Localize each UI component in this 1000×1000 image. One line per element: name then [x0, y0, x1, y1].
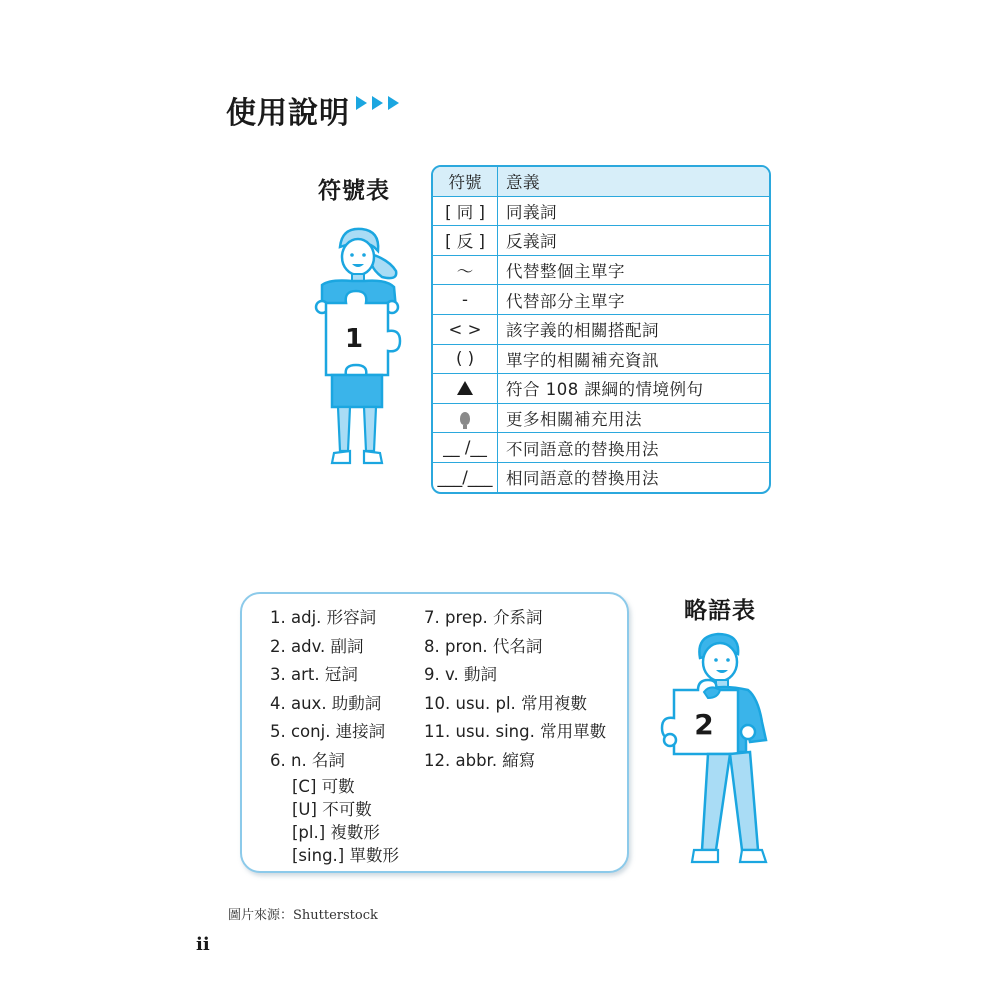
noun-subtype: [sing.] 單數形 [292, 846, 399, 865]
abbreviation-item: 7. prep. 介系詞 [424, 608, 543, 627]
table-row [433, 196, 769, 226]
meaning-cell: 反義詞 [506, 232, 557, 252]
symbol-cell: __ /__ [433, 433, 498, 462]
woman-holding-puzzle-illustration [312, 225, 402, 470]
meaning-header: 意義 [506, 173, 540, 193]
abbreviation-item: 8. pron. 代名詞 [424, 636, 543, 656]
abbreviation-item: 9. v. 動詞 [424, 665, 497, 684]
meaning-cell: 單字的相關補充資訊 [506, 350, 659, 370]
symbol-cell: [ 反 ] [433, 226, 498, 255]
meaning-cell: 相同語意的替換用法 [506, 469, 659, 489]
abbreviations-left-column [270, 604, 399, 867]
abbreviations-section-title: 略語表 [684, 598, 756, 624]
abbreviation-item: 12. abbr. 縮寫 [424, 750, 536, 770]
meaning-cell: 代替整個主單字 [506, 262, 625, 282]
symbol-cell: ___/___ [433, 463, 498, 492]
lightbulb-icon [460, 412, 470, 425]
svg-text:1: 1 [344, 324, 364, 354]
abbreviation-item: 3. art. 冠詞 [270, 665, 358, 684]
table-row [433, 462, 769, 492]
abbreviations-right-column [424, 604, 606, 775]
abbreviation-item: 4. aux. 助動詞 [270, 693, 382, 713]
meaning-cell: 代替部分主單字 [506, 291, 625, 311]
noun-subtype: [pl.] 複數形 [292, 823, 380, 842]
table-row [433, 314, 769, 344]
table-row [433, 403, 769, 433]
abbreviation-item: 2. adv. 副詞 [270, 636, 364, 656]
meaning-cell: 同義詞 [506, 202, 557, 222]
symbols-table [431, 165, 771, 494]
abbreviation-item: 6. n. 名詞 [270, 750, 345, 770]
table-row [433, 255, 769, 285]
page-title: 使用說明 [226, 96, 350, 131]
man-holding-puzzle-illustration [658, 628, 788, 873]
abbreviation-item: 10. usu. pl. 常用複數 [424, 693, 588, 713]
symbol-cell: < > [433, 315, 498, 344]
symbol-header: 符號 [433, 167, 498, 196]
symbol-cell: - [433, 285, 498, 314]
page-number: ii [196, 934, 210, 955]
image-source-credit: 圖片來源：Shutterstock [228, 908, 378, 923]
table-row [433, 284, 769, 314]
table-row [433, 373, 769, 403]
abbreviation-item: 5. conj. 連接詞 [270, 722, 386, 741]
triple-arrow-icon [356, 96, 402, 110]
table-header-row [433, 167, 769, 196]
svg-text:2: 2 [694, 708, 714, 741]
meaning-cell: 符合 108 課綱的情境例句 [506, 380, 704, 400]
abbreviations-box [240, 592, 629, 873]
symbol-cell: ( ) [433, 345, 498, 374]
meaning-cell: 更多相關補充用法 [506, 410, 642, 430]
meaning-cell: 該字義的相關搭配詞 [506, 321, 659, 341]
table-row [433, 225, 769, 255]
abbreviation-item: 11. usu. sing. 常用單數 [424, 722, 607, 741]
table-row [433, 344, 769, 374]
symbol-cell: [ 同 ] [433, 197, 498, 226]
symbols-section-title: 符號表 [318, 178, 390, 204]
abbreviation-item: 1. adj. 形容詞 [270, 608, 377, 627]
symbol-cell: ～ [433, 256, 498, 285]
triangle-icon [457, 381, 473, 395]
meaning-cell: 不同語意的替換用法 [506, 439, 659, 459]
noun-subtype: [C] 可數 [292, 777, 355, 796]
table-row [433, 432, 769, 462]
noun-subtype: [U] 不可數 [292, 800, 372, 819]
